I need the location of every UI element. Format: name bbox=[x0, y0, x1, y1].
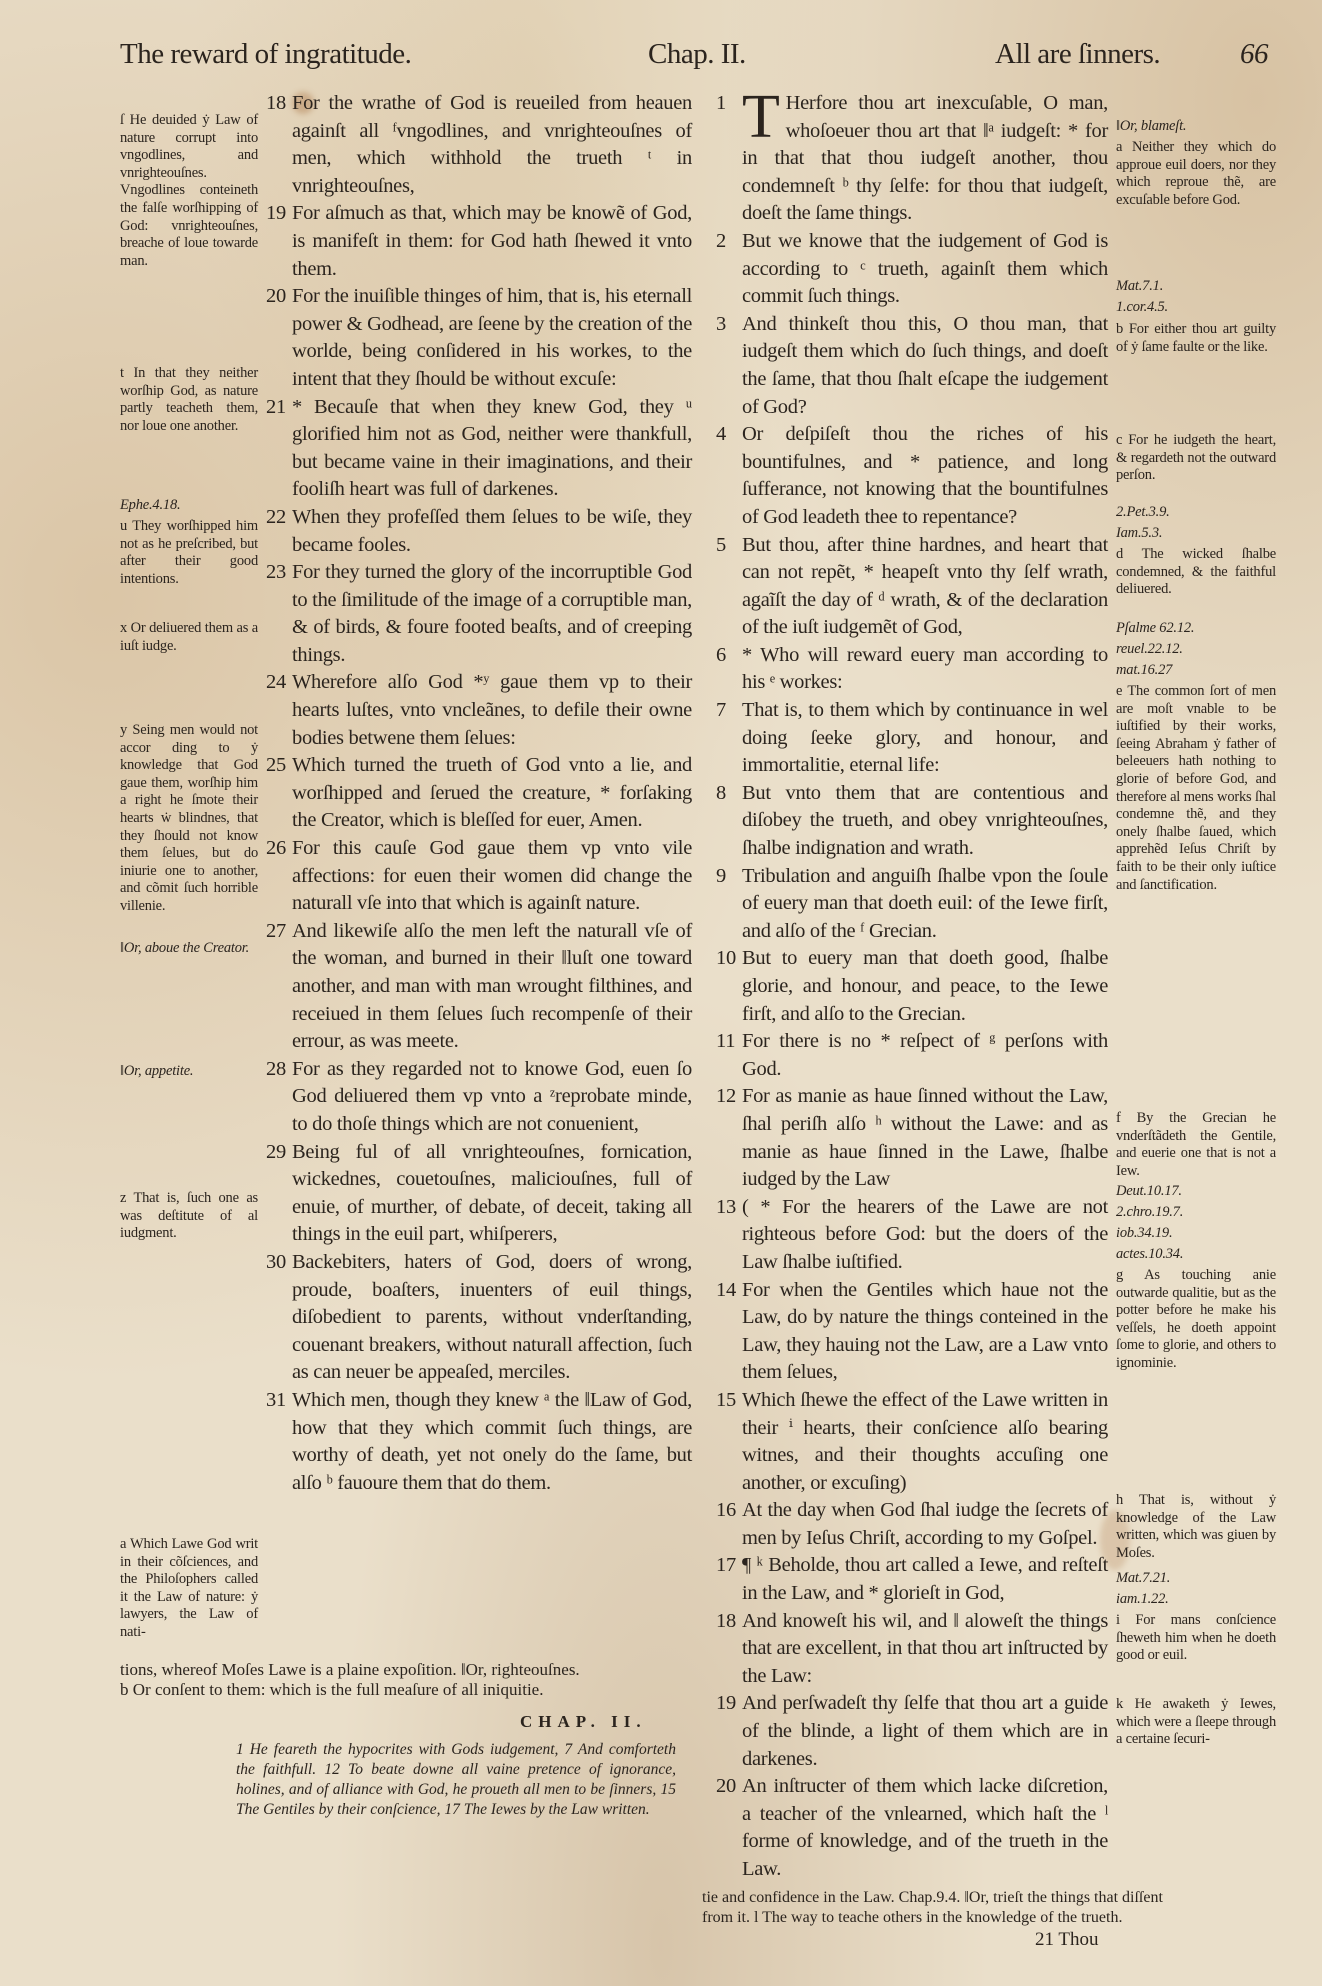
verse bbox=[716, 1773, 1108, 1883]
verse bbox=[266, 200, 692, 283]
verse-number: 8 bbox=[716, 781, 726, 804]
margin-note-right: a Neither they which do approue euil doers, nor they which reproue thẽ, are excuſable before God. bbox=[1116, 139, 1276, 208]
margin-note-right: Mat.7.1. bbox=[1116, 278, 1164, 294]
margin-note-left: z That is, ſuch one as was deſtitute of al iudgment. bbox=[120, 1190, 258, 1242]
verse-number: 31 bbox=[266, 1388, 286, 1411]
verse bbox=[716, 1028, 1108, 1083]
verse bbox=[716, 1690, 1108, 1773]
verse-text: For when the Gentiles which haue not the Law, do by nature the things conteined in the Law, they hauing not the Law, are a Law vnto them ſelues, bbox=[742, 1278, 1108, 1384]
footnote-line: tions, whereof Moſes Lawe is a plaine expoſition. ‖Or, righteouſnes. bbox=[120, 1660, 580, 1679]
verse bbox=[716, 83, 1108, 228]
margin-note-right: k He awaketh ẏ Iewes, which were a ſleepe through a certaine ſecuri- bbox=[1116, 1696, 1276, 1748]
verse-number: 29 bbox=[266, 1140, 286, 1163]
verse-text: And perſwadeſt thy ſelfe that thou art a guide of the blinde, a light of them which are in darkenes. bbox=[742, 1692, 1108, 1770]
verse-text: But thou, after thine hardnes, and heart that can not repẽt, * heapeſt vnto thy ſelf wrath, agaĩſt the day of ᵈ wrath, & of the declaration of the iuſt iudgemẽt of God, bbox=[742, 533, 1108, 639]
margin-note-right: Mat.7.21. bbox=[1116, 1570, 1171, 1586]
verse-number: 1 bbox=[716, 92, 726, 114]
running-head-left: The reward of ingratitude. bbox=[120, 38, 412, 70]
margin-note-left: y Seing men would not accor ding to ẏ knowledge that God gaue them, worſhip him a right he ſmote their hearts ẇ blindnes, that they ſhould not know them ſelues, but do iniurie one to another, and cõmit ſuch horrible villenie. bbox=[120, 722, 258, 914]
margin-note-right: d The wicked ſhalbe condemned, & the faithful deliuered. bbox=[1116, 546, 1276, 598]
verse bbox=[716, 780, 1108, 863]
verse bbox=[716, 1194, 1108, 1277]
margin-note-right: g As touching anie outwarde qualitie, but as the potter before he make his veſſels, he doeth appoint ſome to glorie, and others to ignominie. bbox=[1116, 1267, 1276, 1371]
verse bbox=[716, 1387, 1108, 1497]
drop-cap: T bbox=[742, 83, 780, 151]
verse-text: And thinkeſt thou this, O thou man, that iudgeſt them which do ſuch things, and doeſt the ſame, that thou ſhalt eſcape the iudgement of God? bbox=[742, 312, 1108, 418]
verse-number: 4 bbox=[716, 423, 726, 446]
margin-note-right: iam.1.22. bbox=[1116, 1591, 1169, 1607]
right-text-column bbox=[716, 83, 1108, 1884]
verse-text: Herfore thou art inexcuſable, O man, whoſoeuer thou art that ‖ᵃ iudgeſt: * for in that that thou iudgeſt another, thou condemneſt ᵇ thy ſelfe: for thou that iudgeſt, doeſt the ſame things. bbox=[742, 92, 1108, 225]
chapter-heading: CHAP. II. bbox=[520, 1712, 647, 1731]
footnote-line: from it. l The way to teache others in the knowledge of the trueth. bbox=[702, 1909, 1123, 1926]
verse bbox=[716, 697, 1108, 780]
verse bbox=[716, 1083, 1108, 1193]
verse-text: * Who will reward euery man according to his ᵉ workes: bbox=[742, 643, 1108, 694]
verse-text: For the wrathe of God is reueiled from heauen againſt all ᶠvngodlines, and vnrighteouſnes of men, which withhold the trueth ᵗ in vnrighteouſnes, bbox=[292, 92, 692, 197]
verse bbox=[716, 421, 1108, 531]
verse bbox=[266, 918, 692, 1056]
verse bbox=[716, 228, 1108, 311]
verse bbox=[716, 532, 1108, 642]
margin-note-right: b For either thou art guilty of ẏ ſame faulte or the like. bbox=[1116, 321, 1276, 355]
verse-number: 22 bbox=[266, 505, 286, 528]
verse-number: 20 bbox=[716, 1775, 736, 1798]
verse bbox=[266, 559, 692, 669]
verse-number: 21 bbox=[266, 395, 286, 418]
margin-note-right: 1.cor.4.5. bbox=[1116, 299, 1168, 315]
margin-note-right: actes.10.34. bbox=[1116, 1246, 1184, 1262]
verse-number: 28 bbox=[266, 1057, 286, 1080]
left-text-column bbox=[266, 90, 692, 1497]
margin-note-right: reuel.22.12. bbox=[1116, 641, 1183, 657]
verse bbox=[716, 1552, 1108, 1607]
verse-number: 6 bbox=[716, 643, 726, 666]
verse-text: For there is no * reſpect of ᵍ perſons with God. bbox=[742, 1030, 1108, 1080]
verse-text: An inſtructer of them which lacke diſcretion, a teacher of the vnlearned, which haſt the ˡ forme of knowledge, and of the trueth in the Law. bbox=[742, 1775, 1108, 1880]
verse-number: 17 bbox=[716, 1554, 736, 1577]
verse-text: Backebiters, haters of God, doers of wrong, proude, boaſters, inuenters of euil things, diſobedient to parents, without vnderſtanding, couenant breakers, without naturall affection, ſuch as can neuer be appeaſed, merciles. bbox=[292, 1250, 692, 1384]
verse bbox=[266, 1056, 692, 1139]
verse-text: But we knowe that the iudgement of God is according to ᶜ trueth, againſt them which commit ſuch things. bbox=[742, 229, 1108, 308]
margin-note-right: Pſalme 62.12. bbox=[1116, 620, 1195, 636]
verse-number: 16 bbox=[716, 1499, 736, 1522]
margin-note-left: u They worſhipped him not as he preſcribed, but after their good intentions. bbox=[120, 518, 258, 587]
verse-number: 27 bbox=[266, 919, 286, 942]
margin-note-right: e The common ſort of men are moſt vnable to be iuſtified by their works, ſeeing Abraham ẏ father of beleeuers hath nothing to glorie of before God, and therefore al mens works ſhal condemne thẽ, and they onely ſhalbe ſaued, which apprehẽd Ieſus Chriſt by faith to be their only iuſtice and ſanctification. bbox=[1116, 683, 1276, 893]
verse-text: For the inuiſible thinges of him, that is, his eternall power & Godhead, are ſeene by the creation of the worlde, being conſidered in his workes, to the intent that they ſhould be without excuſe: bbox=[292, 285, 692, 390]
margin-note-left: Ephe.4.18. bbox=[120, 497, 181, 513]
footnote-line: tie and confidence in the Law. Chap.9.4. ‖Or, trieſt the things that diſſent bbox=[702, 1889, 1163, 1906]
verse-number: 9 bbox=[716, 864, 726, 887]
verse-text: Tribulation and anguiſh ſhalbe vpon the ſoule of euery man that doeth euil: of the Iewe firſt, and alſo of the ᶠ Grecian. bbox=[742, 864, 1108, 942]
verse-text: Which men, though they knew ᵃ the ‖Law of God, how that they which commit ſuch things, are worthy of death, yet not onely do the ſame, but alſo ᵇ fauoure them that do them. bbox=[292, 1388, 692, 1494]
verse-text: But to euery man that doeth good, ſhalbe glorie, and honour, and peace, to the Iewe firſt, and alſo to the Grecian. bbox=[742, 947, 1108, 1025]
verse bbox=[716, 642, 1108, 697]
verse-number: 5 bbox=[716, 533, 726, 556]
verse-number: 19 bbox=[266, 202, 286, 225]
verse-number: 19 bbox=[716, 1692, 736, 1715]
verse-number: 24 bbox=[266, 671, 286, 694]
verse-number: 14 bbox=[716, 1278, 736, 1301]
footnote-line: b Or conſent to them: which is the full meaſure of all iniquitie. bbox=[120, 1680, 544, 1699]
verse-number: 20 bbox=[266, 285, 286, 308]
margin-note-right: 2.Pet.3.9. bbox=[1116, 504, 1170, 520]
margin-note-left: ‖Or, aboue the Creator. bbox=[120, 940, 250, 956]
verse-text: Which turned the trueth of God vnto a lie, and worſhipped and ſerued the creature, * forſaking the Creator, which is bleſſed for euer, Amen. bbox=[292, 754, 692, 832]
margin-note-left: ſ He deuided ẏ Law of nature corrupt into vngodlines, and vnrighteouſnes. Vngodlines conteineth the falſe worſhipping of God: vnrighteouſnes, breache of loue towarde man. bbox=[120, 112, 258, 269]
margin-note-right: h That is, without ẏ knowledge of the Law written, which was giuen by Moſes. bbox=[1116, 1492, 1276, 1561]
verse-text: ¶ ᵏ Beholde, thou art called a Iewe, and reſteſt in the Law, and * glorieſt in God, bbox=[742, 1554, 1108, 1605]
verse bbox=[266, 1387, 692, 1497]
verse-text: For as manie as haue ſinned without the Law, ſhal periſh alſo ʰ without the Lawe: and as manie as haue ſinned in the Lawe, ſhalbe iudged by the Law bbox=[742, 1085, 1108, 1191]
verse bbox=[716, 945, 1108, 1028]
margin-note-right: iob.34.19. bbox=[1116, 1225, 1173, 1241]
verse-number: 7 bbox=[716, 699, 726, 722]
verse-number: 15 bbox=[716, 1388, 736, 1411]
verse-text: And likewiſe alſo the men left the naturall vſe of the woman, and burned in their ‖luſt one toward another, and man with man wrought filthines, and receiued in them ſelues ſuch recompenſe of their errour, as was meete. bbox=[292, 919, 692, 1053]
verse-text: Or deſpiſeſt thou the riches of his bountifulnes, and * patience, and long ſufferance, not knowing that the bountifulnes of God leadeth thee to repentance? bbox=[742, 423, 1108, 528]
margin-note-right: ‖Or, blameſt. bbox=[1116, 118, 1187, 134]
chapter-summary: 1 He feareth the hypocrites with Gods iudgement, 7 And comforteth the faithfull. 12 To beate downe all vaine pretence of ignorance, holines, and of alliance with God, he proueth all men to be ſinners, 15 The Gentiles by their conſcience, 17 The Iewes by the Law written. bbox=[236, 1741, 676, 1818]
margin-note-right: Deut.10.17. bbox=[1116, 1183, 1182, 1199]
verse-text: Wherefore alſo God *ʸ gaue them vp to their hearts luſtes, vnto vncleãnes, to defile their owne bodies betwene them ſelues: bbox=[292, 671, 692, 749]
verse bbox=[266, 835, 692, 918]
verse bbox=[716, 1277, 1108, 1387]
verse-text: For this cauſe God gaue them vp vnto vile affections: for euen their women did change the naturall vſe into that which is againſt nature. bbox=[292, 837, 692, 915]
verse-number: 10 bbox=[716, 947, 736, 970]
verse-text: But vnto them that are contentious and diſobey the trueth, and obey vnrighteouſnes, ſhalbe indignation and wrath. bbox=[742, 781, 1108, 860]
verse bbox=[266, 752, 692, 835]
verse-number: 30 bbox=[266, 1250, 286, 1273]
verse bbox=[266, 1249, 692, 1387]
verse-number: 3 bbox=[716, 312, 726, 335]
margin-note-left: x Or deliuered them as a iuſt iudge. bbox=[120, 620, 258, 654]
verse-number: 23 bbox=[266, 561, 286, 584]
running-head-right: All are ſinners. bbox=[995, 38, 1161, 70]
verse bbox=[266, 283, 692, 393]
verse-number: 18 bbox=[266, 92, 286, 114]
verse-number: 13 bbox=[716, 1195, 736, 1218]
verse bbox=[266, 504, 692, 559]
verse-text: For aſmuch as that, which may be knowẽ of God, is manifeſt in them: for God hath ſhewed it vnto them. bbox=[292, 202, 692, 280]
verse bbox=[266, 669, 692, 752]
verse-text: Being ful of all vnrighteouſnes, fornication, wickednes, couetouſnes, maliciouſnes, full of enuie, of murther, of debate, of deceit, taking all things in the euil part, whiſperers, bbox=[292, 1140, 692, 1246]
verse bbox=[266, 1139, 692, 1249]
page-number: 66 bbox=[1240, 38, 1268, 70]
verse-number: 26 bbox=[266, 837, 286, 860]
verse-text: At the day when God ſhal iudge the ſecrets of men by Ieſus Chriſt, according to my Goſpel. bbox=[742, 1499, 1108, 1549]
verse bbox=[716, 311, 1108, 421]
verse-number: 11 bbox=[716, 1030, 736, 1053]
margin-note-right: Iam.5.3. bbox=[1116, 525, 1163, 541]
catchword: 21 Thou bbox=[1035, 1929, 1099, 1950]
verse-text: For as they regarded not to knowe God, euen ſo God deliuered them vp vnto a ᶻreprobate minde, to do thoſe things which are not conuenient, bbox=[292, 1057, 692, 1135]
verse-number: 18 bbox=[716, 1609, 736, 1632]
verse-text: And knoweſt his wil, and ‖ aloweſt the things that are excellent, in that thou art inſtructed by the Law: bbox=[742, 1609, 1108, 1687]
verse-text: Which ſhewe the effect of the Lawe written in their ⁱ hearts, their conſcience alſo bearing witnes, and their thoughts accuſing one another, or excuſing) bbox=[742, 1388, 1108, 1494]
verse bbox=[716, 1497, 1108, 1552]
margin-note-left: t In that they neither worſhip God, as nature partly teacheth them, nor loue one another. bbox=[120, 365, 258, 434]
chapter-label: Chap. II. bbox=[648, 38, 746, 70]
verse-text: ( * For the hearers of the Lawe are not righteous before God: but the doers of the Law ſhalbe iuſtified. bbox=[742, 1195, 1108, 1273]
verse-text: For they turned the glory of the incorruptible God to the ſimilitude of the image of a corruptible man, & of birds, & foure footed beaſts, and of creeping things. bbox=[292, 561, 692, 666]
verse-number: 25 bbox=[266, 754, 286, 777]
verse-number: 12 bbox=[716, 1085, 736, 1108]
margin-note-left: a Which Lawe God writ in their cõſciences, and the Philoſophers called it the Law of nature: ẏ lawyers, the Law of nati- bbox=[120, 1536, 258, 1640]
verse bbox=[716, 863, 1108, 946]
verse-number: 2 bbox=[716, 229, 726, 252]
verse bbox=[266, 90, 692, 200]
margin-note-right: f By the Grecian he vnderſtãdeth the Gentile, and euerie one that is not a Iew. bbox=[1116, 1110, 1276, 1179]
margin-note-right: i For mans conſcience ſheweth him when he doeth good or euil. bbox=[1116, 1612, 1276, 1664]
verse-text: When they profeſſed them ſelues to be wiſe, they became fooles. bbox=[292, 505, 692, 556]
verse-text: * Becauſe that when they knew God, they ᵘ glorified him not as God, neither were thankfull, but became vaine in their imaginations, and their fooliſh heart was full of darkenes. bbox=[292, 395, 692, 501]
verse-text: That is, to them which by continuance in wel doing ſeeke glory, and honour, and immortalitie, eternal life: bbox=[742, 699, 1108, 777]
margin-note-right: mat.16.27 bbox=[1116, 662, 1173, 678]
margin-note-left: ‖Or, appetite. bbox=[120, 1063, 194, 1079]
margin-note-right: 2.chro.19.7. bbox=[1116, 1204, 1184, 1220]
verse bbox=[716, 1608, 1108, 1691]
margin-note-right: c For he iudgeth the heart, & regardeth not the outward perſon. bbox=[1116, 432, 1276, 484]
verse bbox=[266, 394, 692, 504]
